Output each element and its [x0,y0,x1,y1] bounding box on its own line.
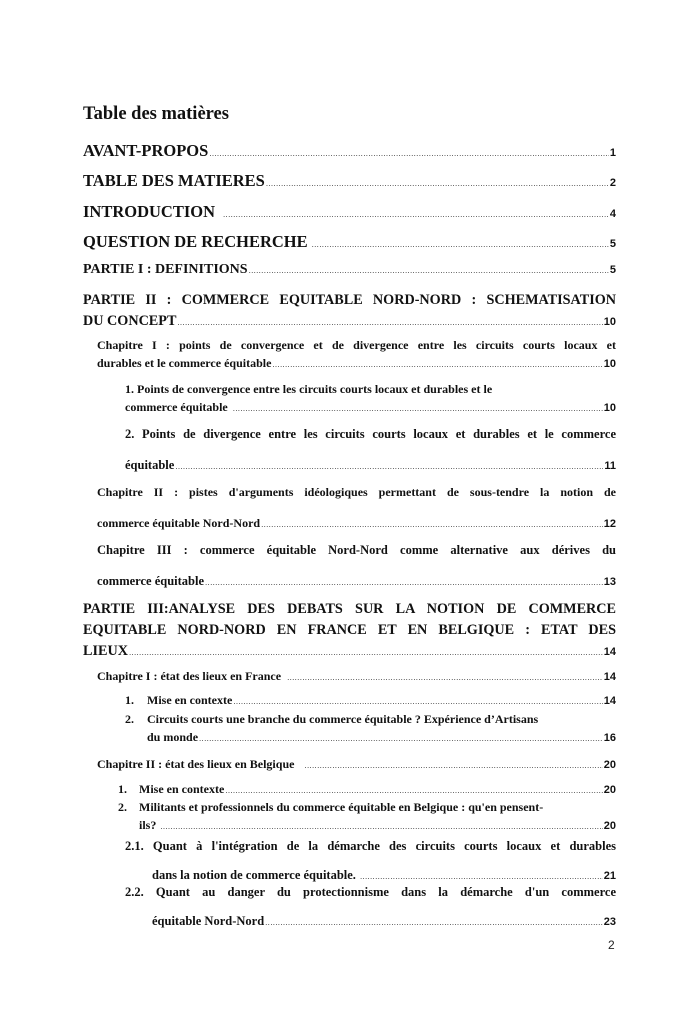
page-ref: 1 [609,147,616,159]
toc-entry-introduction[interactable]: INTRODUCTION ..... 4 [83,202,616,222]
dot-leader [129,642,603,663]
toc-entry-question-de-recherche[interactable]: QUESTION DE RECHERCHE ..... 5 [83,232,616,252]
page-ref: 14 [603,671,616,683]
toc-entry-p2-chapitre-2[interactable]: Chapitre II : pistes d'arguments idéologiques permettant de sous-tendre la notion de commerce équitable Nord-Nord ..... 12 [97,477,616,540]
page-ref: 10 [603,402,616,414]
dot-leader [287,669,603,687]
dot-leader [209,149,609,158]
page-ref: 14 [603,646,616,658]
toc-entry-p3-chapitre-2[interactable]: Chapitre II : état des lieux en Belgique ..... 20 [97,755,616,775]
toc-title: Table des matières [83,104,229,124]
toc-entry-p2-ch1-section-2[interactable]: 2. Points de divergence entre les circuits courts locaux et durables et le commerce équitable ..... 11 [125,419,616,482]
page-ref: 5 [609,238,616,250]
page-ref: 16 [603,732,616,744]
page-number: 2 [608,938,615,952]
toc-entry-p3-ch1-section-2[interactable]: 2. Circuits courts une branche du commerce équitable ? Expérience d’Artisans du monde ..... 16 [125,710,616,748]
toc-entry-p3-ch2-section-2-2[interactable]: 2.2. Quant au danger du protectionnisme dans la démarche d'un commerce équitable Nord-Nord ..... 23 [125,878,616,937]
toc-entry-p3-chapitre-1[interactable]: Chapitre I : état des lieux en France ..... 14 [97,667,616,687]
page-ref: 20 [603,820,616,832]
toc-entry-p3-ch2-section-2-1[interactable]: 2.1. Quant à l'intégration de la démarche des circuits courts locaux et durables dans la notion de commerce équitable. ..... 21 [125,832,616,891]
page-ref: 12 [603,518,616,530]
page-ref: 2 [609,177,616,189]
toc-entry-p3-ch1-section-1[interactable]: 1. Mise en contexte ..... 14 [125,691,616,711]
dot-leader [177,312,602,333]
page-ref: 10 [603,316,616,328]
dot-leader [199,730,603,748]
page-ref: 20 [603,759,616,771]
dot-leader [233,693,602,711]
toc-entry-p3-ch2-section-1[interactable]: 1. Mise en contexte ..... 20 [118,780,616,800]
dot-leader [223,210,609,219]
toc-entry-table-des-matieres[interactable]: TABLE DES MATIERES ..... 2 [83,171,616,191]
dot-leader [233,400,603,418]
toc-entry-p2-chapitre-3[interactable]: Chapitre III : commerce équitable Nord-Nord comme alternative aux dérives du commerce équitable ..... 13 [97,535,616,598]
dot-leader [249,266,609,275]
toc-entry-p2-chapitre-1[interactable]: Chapitre I : points de convergence et de divergence entre les circuits courts locaux et durables et le commerce équitable ..... 10 [97,336,616,374]
page-ref: 21 [603,870,616,882]
page-ref: 4 [609,208,616,220]
toc-entry-partie-3[interactable]: PARTIE III:ANALYSE DES DEBATS SUR LA NOTION DE COMMERCE EQUITABLE NORD-NORD EN FRANCE ET EN BELGIQUE : ETAT DES LIEUX ..... 14 [83,599,616,663]
page-ref: 14 [603,695,616,707]
dot-leader [312,240,609,249]
dot-leader [272,356,602,374]
toc-entry-partie-2[interactable]: PARTIE II : COMMERCE EQUITABLE NORD-NORD : SCHEMATISATION DU CONCEPT ..... 10 [83,290,616,333]
toc-entry-p2-ch1-section-1[interactable]: 1. Points de convergence entre les circuits courts locaux et durables et le commerce équitable ..... 10 [125,380,616,418]
dot-leader [265,908,603,937]
dot-leader [205,567,603,598]
page-ref: 20 [603,784,616,796]
page-ref: 5 [609,264,616,276]
page-ref: 23 [603,916,616,928]
dot-leader [266,179,609,188]
page-ref: 10 [603,358,616,370]
page-ref: 11 [604,460,616,472]
toc-entry-avant-propos[interactable]: AVANT-PROPOS ..... 1 [83,141,616,161]
page-ref: 13 [603,576,616,588]
toc-entry-partie-1[interactable]: PARTIE I : DEFINITIONS ..... 5 [83,262,616,278]
dot-leader [304,757,602,775]
toc-entry-p3-ch2-section-2[interactable]: 2. Militants et professionnels du commerce équitable en Belgique : qu'en pensent- ils? ..... 20 [118,798,616,836]
